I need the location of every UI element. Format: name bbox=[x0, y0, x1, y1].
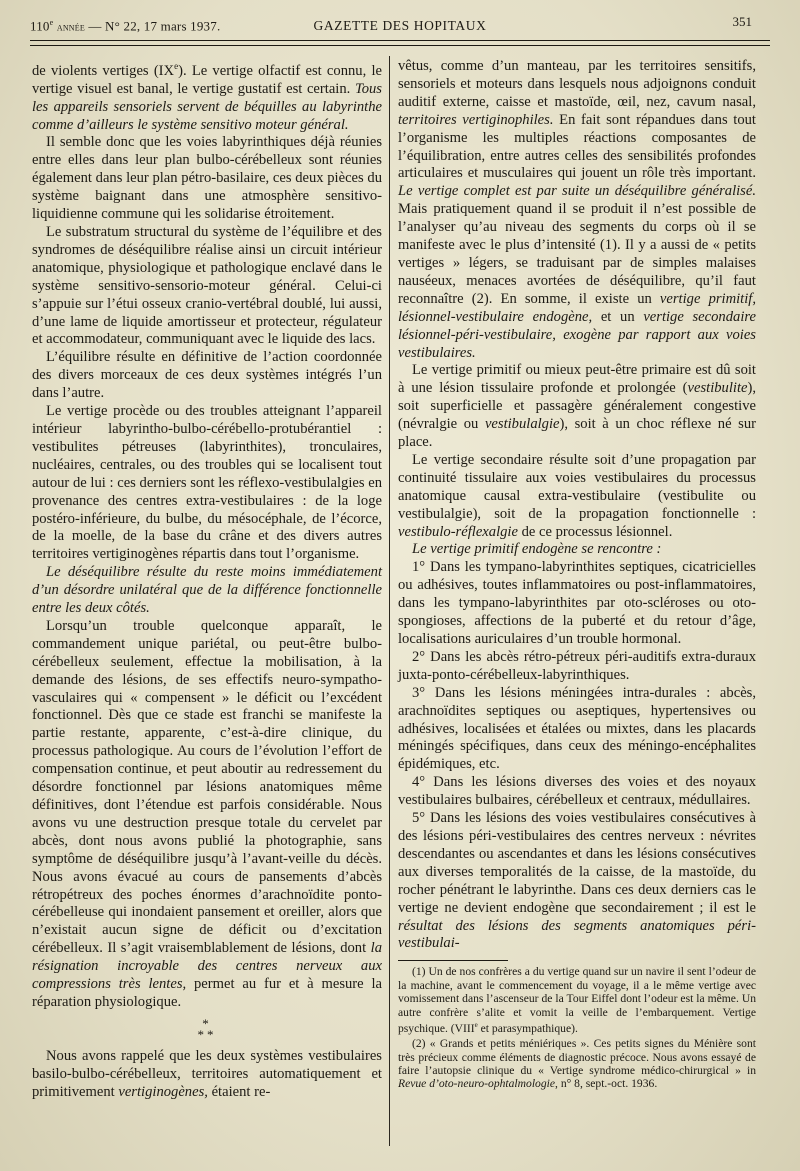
left-column bbox=[32, 58, 382, 1102]
paragraph: Le substratum structural du système de l’équilibre et des syndromes de déséquilibre réalise ainsi un circuit intérieur anatomique, physiologique et pathologique enclavé dans le système sensitivo-sensorio-moteur général. Celui-ci s’appuie sur l’étui osseux cranio-vertébral doublé, lui aussi, d’une lame de liquide amortisseur et protecteur, régulateur et accommodateur, communiquant avec le liquide des lacs. bbox=[32, 224, 382, 348]
column-divider bbox=[389, 56, 390, 1146]
header-rule bbox=[30, 40, 770, 41]
list-item: 1° Dans les tympano-labyrinthites septiques, cicatricielles ou adhésives, toutes inflammatoires ou post-inflammatoires, dans les tympano-labyrinthites par oto-scléroses ou oto-spongioses, affections de la puberté et du retour d’âge, localisations auriculaires d’un trouble hormonal. bbox=[398, 559, 756, 647]
list-item: 4° Dans les lésions diverses des voies et des noyaux vestibulaires bulbaires, cérébelleux et centraux, médullaires. bbox=[398, 774, 756, 809]
list-item: 3° Dans les lésions méningées intra-durales : abcès, arachnoïdites septiques ou aseptiques, hypertensives ou adhésives, localisées et étalées ou mixtes, dans les placards méningés spécifiques, dans ceux des méningo-encéphalites épidémiques, etc. bbox=[398, 684, 756, 773]
paragraph: Le vertige procède ou des troubles atteignant l’appareil intérieur labyrintho-bulbo-cérébello-protubérantiel : vestibulites pétreuses (labyrinthites), tronculaires, nucléaires, centrales, ou des troubles qui se localisent tout autour de lui : ces derniers sont les réflexo-vestibulalgies en provenance des centres extra-vestibulaires : de la loge postéro-inférieure, du bulbe, du mésocéphale, de l’écorce, de la moelle, de la base du crâne et des divers autres territoires vertiginogènes répartis dans tout l’organisme. bbox=[32, 403, 382, 563]
page-number: 351 bbox=[732, 14, 752, 29]
paragraph: Il semble donc que les voies labyrinthiques déjà réunies entre elles dans leur plan bulbo-cérébelleux sont réunies également dans leur plan pétro-basilaire, ces deux pièces du système baignant dans une atmosphère sensitivo-liquidienne commune qui les solidarise étroitement. bbox=[32, 134, 382, 223]
header-rule-thin bbox=[30, 45, 770, 46]
paragraph: Lorsqu’un trouble quelconque apparaît, le commandement unique pariétal, ou peut-être bulbo-cérébelleux seulement, effectue la mobilisation, à la demande des lésions, de ses effectifs neuro-sympatho-vasculaires qui « compensent » le déficit ou l’excédent fonctionnel. Dès que ce stade est franchi se manifeste la partie restante, apparente, c’est-à-dire clinique, du processus pathologique. Au cours de l’évolution l’effort de compensation continue, et peut aboutir au redressement du désordre fonctionnel par lésions anatomiques même définitives, dont l’étendue est parfois considérable. Nous avons vu une destruction presque totale du cervelet par abcès, dont nous avons publié la photographie, sans symptôme de déséquilibre jusqu’à l’avant-veille du décès. Nous avons évacué au cours de pansements d’abcès rétropétreux des poches énormes d’arachnoïdite ponto-cérébelleuse qui inondaient pansement et oreiller, alors que n’existait aucun signe de déficit ou d’excitation cérébelleux. Il s’agit vraisemblablement de lésions, dont la résignation incroyable des centres nerveux aux compressions très lentes, permet au fur et à mesure la réparation physiologique. bbox=[32, 617, 383, 1010]
paragraph-italic: Le vertige primitif endogène se rencontre : bbox=[412, 541, 662, 558]
footnotes bbox=[398, 965, 756, 1091]
section-separator: * ** bbox=[197, 1015, 217, 1042]
paragraph-italic: Le déséquilibre résulte du reste moins immédiatement d’un désordre unilatéral que de la différence fonctionnelle entre les deux côtés. bbox=[32, 564, 382, 617]
paragraph: de violents vertiges (IXe). Le vertige olfactif est connu, le vertige visuel est banal, le vertige gustatif est certain. Tous les appareils sensoriels servent de béquilles au labyrinthe comme d’ailleurs le système sensitivo moteur général. bbox=[32, 61, 382, 133]
list-item: 2° Dans les abcès rétro-pétreux péri-auditifs extra-duraux juxta-ponto-cérébelleux-labyrinthiques. bbox=[398, 648, 756, 683]
footnote-rule bbox=[398, 960, 508, 961]
paragraph: Nous avons rappelé que les deux systèmes vestibulaires basilo-bulbo-cérébelleux, territoires automatiquement et primitivement vertiginogènes, étaient re- bbox=[32, 1047, 382, 1100]
footnote-2: (2) « Grands et petits méniériques ». Ces petits signes du Ménière sont très précieux comme éléments de diagnostic précoce. Nous avons essayé de faire l’autopsie clinique du « Vertige syndrome médico-chirurgical » in Revue d’oto-neuro-ophtalmologie, n° 8, sept.-oct. 1936. bbox=[398, 1037, 756, 1091]
paragraph: Le vertige secondaire résulte soit d’une propagation par continuité tissulaire aux voies vestibulaires du processus anatomique causal extra-vestibulaire (vestibulite ou vestibulalgie), soit de la propagation fonctionnelle : vestibulo-réflexalgie de ce processus lésionnel. bbox=[398, 451, 756, 540]
footnote-1: (1) Un de nos confrères a du vertige quand sur un navire il sent l’odeur de la machine, avant le commencement du voyage, il a le même vertige avec vomissement dans l’ascenseur de la Tour Eiffel dont l’odeur est la même. Un autre confrère s’alite et vomit la veille de l’embarquement. Vertige psychique. (VIIIe et parasympathique). bbox=[398, 965, 756, 1035]
page-header bbox=[30, 12, 770, 38]
paragraph: Le vertige primitif ou mieux peut-être primaire est dû soit à une lésion tissulaire profonde et prolongée (vestibulite), soit superficielle et passagère généralement congestive (névralgie ou vestibulalgie), soit à un choc réflexe né sur place. bbox=[398, 362, 756, 451]
journal-title: GAZETTE DES HOPITAUX bbox=[313, 18, 487, 33]
right-column bbox=[398, 58, 756, 1093]
list-item: 5° Dans les lésions des voies vestibulaires consécutives à des lésions péri-vestibulaires des centres nerveux : névrites descendantes ou ascendantes et dans les lésions consécutives aux diverses temporalités de la caisse, de la mastoïde, du rocher pénétrant le labyrinthe. Dans ces deux derniers cas le vertige ne devient endogène que secondairement ; il est le résultat des lésions des segments anatomiques péri-vestibulai- bbox=[398, 810, 756, 952]
paragraph: vêtus, comme d’un manteau, par les territoires sensitifs, sensoriels et moteurs dans lesquels nous adjoignons conduit auditif externe, caisse et mastoïde, œil, nez, cavum nasal, territoires vertiginophiles. En fait sont répandues dans tout l’organisme les multiples réactions composantes de l’équilibration, entre autres celles des sensibilités profondes articulaires et musculaires qui jouent un rôle très important. Le vertige complet est par suite un déséquilibre généralisé. Mais pratiquement quand il se produit il n’est possible de l’analyser qu’au niveau des segments du corps où il se manifeste avec le plus d’intensité (1). Il y a aussi de « petits vertiges » légers, se traduisant par de simples malaises nauséeux, menaces avortées de déséquilibre, qu’il faut reconnaître (2). En somme, il existe un vertige primitif, lésionnel-vestibulaire endogène, et un vertige secondaire lésionnel-péri-vestibulaire, exogène par rapport aux voies vestibulaires. bbox=[398, 58, 756, 361]
paragraph: L’équilibre résulte en définitive de l’action coordonnée des divers morceaux de ces deux systèmes intégrés l’un dans l’autre. bbox=[32, 349, 382, 402]
issue-info: 110e année — N° 22, 17 mars 1937. bbox=[30, 18, 221, 34]
